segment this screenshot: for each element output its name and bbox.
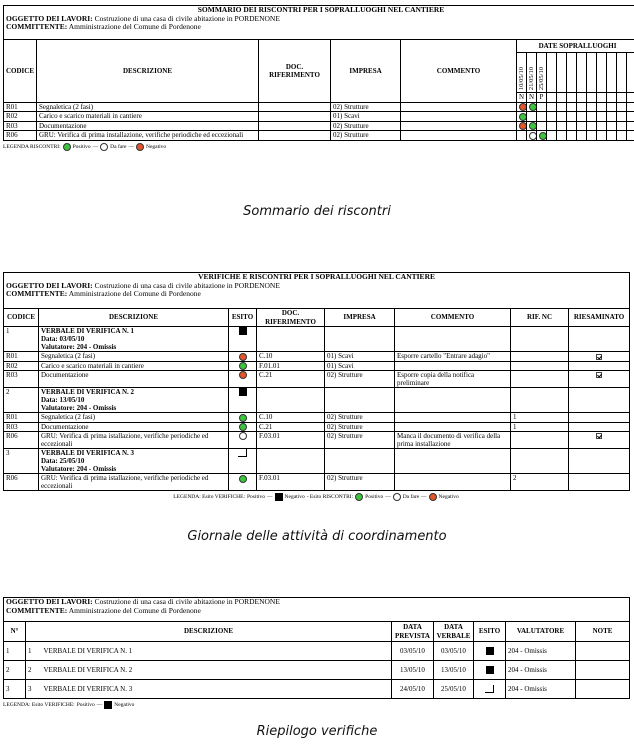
table-row: R01 Segnaletica (2 fasi) 02) Strutture: [4, 103, 634, 112]
todo-dot-icon: [529, 132, 537, 140]
positive-dot-icon: [529, 122, 537, 130]
negative-verifica-square-icon: [486, 666, 494, 674]
oggetto-lavori: OGGETTO DEI LAVORI: Costruzione di una casa di civile abitazione in PORDENONE: [6, 280, 280, 290]
negative-dot-icon: [519, 122, 527, 130]
legend: LEGENDA: Esito VERIFICHE: Positivo — Negativo: [3, 702, 135, 708]
positive-dot-icon: [529, 103, 537, 111]
col-esito: ESITO: [474, 622, 506, 642]
positive-dot-icon: [519, 113, 527, 121]
col-date-sopralluoghi: DATE SOPRALLUOGHI: [517, 40, 634, 53]
negative-verifica-square-icon: [486, 647, 494, 655]
negative-dot-icon: [429, 493, 437, 501]
table-row: R06 GRU: Verifica di prima istallazione, verifiche periodiche ed eccezionali F.03.01 02) Strutture 2: [4, 474, 630, 491]
checkbox-checked-icon: [596, 433, 602, 439]
oggetto-lavori: OGGETTO DEI LAVORI: Costruzione di una casa di civile abitazione in PORDENONE: [6, 597, 280, 606]
col-descrizione: DESCRIZIONE: [39, 309, 229, 327]
positive-dot-icon: [239, 423, 247, 431]
oggetto-lavori: OGGETTO DEI LAVORI: Costruzione di una casa di civile abitazione in PORDENONE: [6, 13, 280, 23]
negative-verifica-square-icon: [239, 327, 247, 335]
col-commento: COMMENTO: [401, 40, 517, 103]
date-3-result: P: [537, 93, 547, 103]
riepilogo-verifiche-table: [3, 597, 630, 699]
todo-dot-icon: [393, 493, 401, 501]
verbale-row: 1 VERBALE DI VERIFICA N. 1 Data: 03/05/10 Valutatore: 204 - Omissis: [4, 327, 630, 352]
negative-dot-icon: [519, 103, 527, 111]
col-data-verbale: DATA VERBALE: [434, 622, 474, 642]
col-doc: DOC. RIFERIMENTO: [257, 309, 325, 327]
sheet-title: VERIFICHE E RISCONTRI PER I SOPRALLUOGHI NEL CANTIERE: [198, 272, 435, 281]
positive-dot-icon: [239, 475, 247, 483]
table-row: R06 GRU: Verifica di prima istallazione, verifiche periodiche ed eccezionali F.03.01 02) Strutture Manca il documento di verifica della prima installazione: [4, 431, 630, 448]
negative-dot-icon: [239, 371, 247, 379]
table-row: R03 Documentazione C.21 02) Strutture 1: [4, 422, 630, 431]
col-note: NOTE: [576, 622, 630, 642]
col-numero: N°: [4, 622, 26, 642]
table-row: R03 Documentazione 02) Strutture: [4, 121, 634, 130]
date-3: 25/05/10: [537, 66, 545, 90]
positive-dot-icon: [539, 132, 547, 140]
table-row: 2 2 VERBALE DI VERIFICA N. 2 13/05/10 13/05/10 204 - Omissis: [4, 661, 630, 680]
col-rif-nc: RIF. NC: [511, 309, 569, 327]
negative-verifica-square-icon: [239, 388, 247, 396]
verifiche-riscontri-table: [3, 272, 630, 491]
table-row: R06 GRU: Verifica di prima installazione, verifiche periodiche ed eccezionali 02) Strutture: [4, 131, 634, 140]
table-row: 3 3 VERBALE DI VERIFICA N. 3 24/05/10 25/05/10 204 - Omissis: [4, 680, 630, 699]
col-esito: ESITO: [229, 309, 257, 327]
col-data-prevista: DATA PREVISTA: [392, 622, 434, 642]
negative-dot-icon: [239, 353, 247, 361]
todo-dot-icon: [239, 432, 247, 440]
pending-verifica-icon: [485, 685, 494, 693]
positive-dot-icon: [239, 362, 247, 370]
col-valutatore: VALUTATORE: [506, 622, 576, 642]
col-codice: CODICE: [4, 40, 37, 103]
col-riesaminato: RIESAMINATO: [569, 309, 630, 327]
col-descrizione: DESCRIZIONE: [37, 40, 259, 103]
sommario-riscontri-table: [3, 5, 634, 141]
committente: COMMITTENTE: Amministrazione del Comune di Pordenone: [6, 605, 201, 615]
committente: COMMITTENTE: Amministrazione del Comune di Pordenone: [6, 22, 201, 32]
verbale-row: 3 VERBALE DI VERIFICA N. 3 Data: 25/05/10 Valutatore: 204 - Omissis: [4, 449, 630, 474]
col-impresa: IMPRESA: [325, 309, 395, 327]
todo-dot-icon: [100, 143, 108, 151]
sheet-title: SOMMARIO DEI RISCONTRI PER I SOPRALLUOGHI NEL CANTIERE: [197, 5, 445, 14]
committente: COMMITTENTE: Amministrazione del Comune di Pordenone: [6, 289, 201, 299]
date-2-result: N: [527, 93, 537, 103]
col-codice: CODICE: [4, 309, 39, 327]
verbale-row: 2 VERBALE DI VERIFICA N. 2 Data: 13/05/10 Valutatore: 204 - Omissis: [4, 388, 630, 413]
negative-verifica-square-icon: [275, 493, 283, 501]
col-impresa: IMPRESA: [331, 40, 401, 103]
col-commento: COMMENTO: [395, 309, 511, 327]
negative-dot-icon: [136, 143, 144, 151]
positive-dot-icon: [355, 493, 363, 501]
caption-sommario: Sommario dei riscontri: [243, 204, 391, 219]
date-1-result: N: [517, 93, 527, 103]
date-2: 21/05/10: [527, 66, 535, 90]
sommario-riscontri-sheet: [3, 5, 629, 151]
caption-riepilogo: Riepilogo verifiche: [256, 724, 378, 739]
negative-verifica-square-icon: [104, 701, 112, 709]
table-row: R02 Carico e scarico materiali in cantiere 01) Scavi: [4, 112, 634, 121]
table-row: R02 Carico e scarico materiali in cantiere F.01.01 01) Scavi: [4, 361, 630, 370]
checkbox-checked-icon: [596, 354, 602, 360]
pending-verifica-icon: [238, 449, 247, 457]
positive-dot-icon: [63, 143, 71, 151]
col-descrizione: DESCRIZIONE: [26, 622, 392, 642]
table-row: R01 Segnaletica (2 fasi) C.10 02) Strutture 1: [4, 413, 630, 422]
table-row: R03 Documentazione C.21 02) Strutture Esporre copia della notifica preliminare: [4, 370, 630, 387]
table-row: 1 1 VERBALE DI VERIFICA N. 1 03/05/10 03/05/10 204 - Omissis: [4, 642, 630, 661]
caption-giornale: Giornale delle attività di coordinamento: [187, 529, 447, 544]
table-row: R01 Segnaletica (2 fasi) C.10 01) Scavi Esporre cartello "Entrare adagio": [4, 352, 630, 361]
riepilogo-verifiche-sheet: [3, 597, 629, 709]
legend: LEGENDA: Esito VERIFICHE: Positivo — Negativo - Esito RISCONTRI: Positivo — Da fare — Negativo: [173, 494, 459, 501]
checkbox-checked-icon: [596, 372, 602, 378]
legend: LEGENDA RISCONTRI: Positivo — Da fare — Negativo: [3, 143, 167, 150]
positive-dot-icon: [239, 414, 247, 422]
date-1: 10/05/10: [517, 66, 525, 90]
giornale-attivita-sheet: [3, 272, 629, 501]
col-doc: DOC. RIFERIMENTO: [259, 40, 331, 103]
